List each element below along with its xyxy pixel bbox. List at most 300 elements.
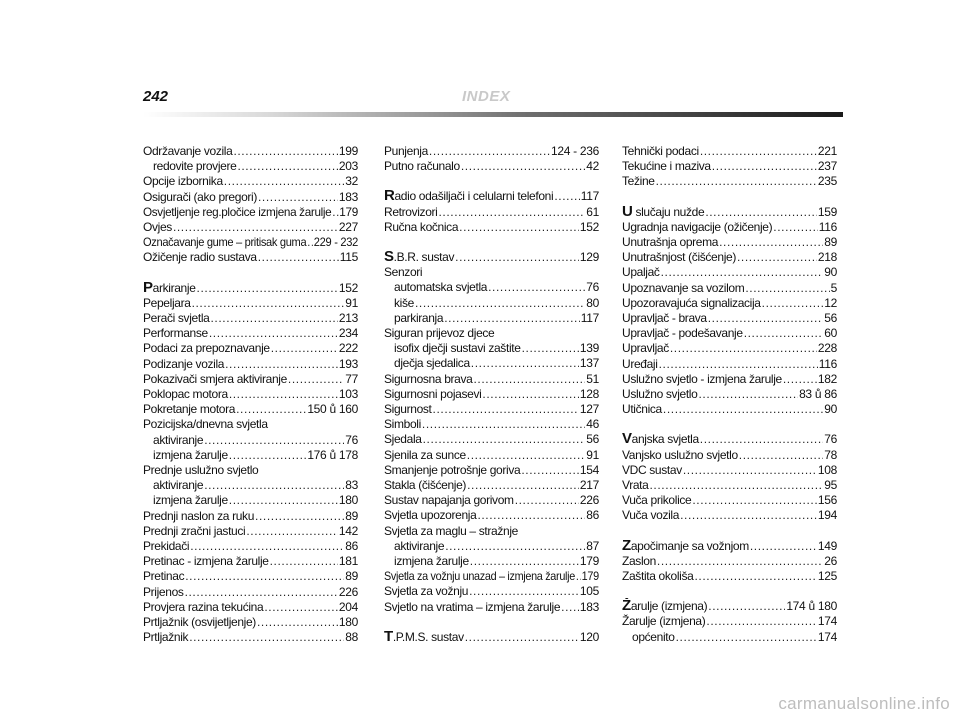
dot-leader xyxy=(708,599,785,614)
index-label: Svjetla za vožnju xyxy=(384,584,469,599)
index-label: Sigurnosna brava xyxy=(384,371,473,386)
index-entry xyxy=(622,538,837,554)
index-label: Osvjetljenje reg.pločice izmjena žarulje xyxy=(143,204,332,219)
index-label-rest: slučaju nužde xyxy=(632,204,705,219)
index-label: Sjenila za sunce xyxy=(384,447,466,462)
index-page-ref: 193 xyxy=(338,356,358,371)
index-entry xyxy=(143,144,358,159)
index-label xyxy=(622,204,704,220)
index-initial-letter: V xyxy=(622,431,632,448)
index-entry xyxy=(143,630,358,645)
index-subentry xyxy=(143,478,358,493)
index-entry xyxy=(143,250,358,265)
index-page-ref: 60 xyxy=(824,326,837,341)
index-entry xyxy=(622,311,837,326)
index-entry xyxy=(384,569,599,584)
dot-leader xyxy=(676,630,817,645)
dot-leader xyxy=(233,144,337,159)
index-heading xyxy=(384,524,599,539)
dot-leader xyxy=(482,387,578,402)
index-entry xyxy=(384,448,599,463)
index-page-ref: 89 xyxy=(345,569,358,584)
dot-leader xyxy=(229,387,338,402)
index-label: Prijenos xyxy=(143,584,184,599)
index-page-ref: 180 xyxy=(338,493,358,508)
index-initial-letter: Z xyxy=(622,537,631,554)
index-entry xyxy=(143,585,358,600)
index-label: Sigurnosni pojasevi xyxy=(384,386,482,401)
index-page-ref: 51 xyxy=(586,371,599,386)
index-gap xyxy=(622,524,837,538)
index-label xyxy=(384,188,553,204)
dot-leader xyxy=(473,372,585,387)
index-entry xyxy=(622,431,837,447)
index-label: Prednji zračni jastuci xyxy=(143,523,246,538)
index-entry xyxy=(384,493,599,508)
index-entry xyxy=(143,524,358,539)
index-label-rest: apočimanje sa vožnjom xyxy=(630,538,749,553)
index-label-rest: .P.M.S. sustav xyxy=(392,629,464,644)
dot-leader xyxy=(185,569,344,584)
index-label: Pozicijska/dnevna svjetla xyxy=(143,417,268,432)
dot-leader xyxy=(467,478,579,493)
index-page-ref: 218 xyxy=(817,250,837,265)
index-page-ref: 42 xyxy=(586,159,599,174)
dot-leader xyxy=(467,448,585,463)
index-entry xyxy=(622,144,837,159)
index-page-ref: 213 xyxy=(338,311,358,326)
index-label: Performanse xyxy=(143,326,208,341)
index-page-ref: 61 xyxy=(586,204,599,219)
index-label: Retrovizori xyxy=(384,204,438,219)
index-entry xyxy=(622,250,837,265)
index-label xyxy=(622,598,707,614)
index-entry xyxy=(622,281,837,296)
dot-leader xyxy=(663,402,823,417)
index-subentry xyxy=(143,433,358,448)
index-page-ref: 137 xyxy=(579,356,599,371)
dot-leader xyxy=(477,508,585,523)
index-entry xyxy=(622,326,837,341)
index-label: Unutrašnjost (čišćenje) xyxy=(622,250,736,265)
index-label: Uređaji xyxy=(622,356,658,371)
dot-leader xyxy=(444,311,580,326)
index-page-ref: 129 xyxy=(579,250,599,265)
index-page-ref: 83 ů 86 xyxy=(799,387,837,402)
dot-leader xyxy=(705,205,817,220)
dot-leader xyxy=(773,220,818,235)
index-entry xyxy=(384,417,599,432)
index-label: dječja sjedalica xyxy=(394,356,470,371)
dot-leader xyxy=(762,296,824,311)
index-label: Žarulje (izmjena) xyxy=(622,614,706,629)
index-page-ref: 182 xyxy=(817,371,837,386)
index-entry xyxy=(622,159,837,174)
index-label: isofix dječji sustavi zaštite xyxy=(394,341,521,356)
index-label: Simboli xyxy=(384,417,421,432)
index-label xyxy=(143,280,196,296)
dot-leader xyxy=(204,478,344,493)
index-page-ref: 95 xyxy=(824,478,837,493)
index-label: Pokretanje motora xyxy=(143,402,236,417)
index-label: Težine xyxy=(622,174,655,189)
dot-leader xyxy=(657,554,823,569)
index-page-ref: 87 xyxy=(586,538,599,553)
dot-leader xyxy=(229,448,307,463)
index-entry xyxy=(143,190,358,205)
dot-leader xyxy=(423,432,586,447)
index-label: Opcije izbornika xyxy=(143,174,223,189)
index-label: Vuča prikolice xyxy=(622,493,692,508)
index-column-2 xyxy=(384,144,599,645)
index-label: Sigurnost xyxy=(384,402,432,417)
index-page-ref: 56 xyxy=(586,432,599,447)
dot-leader xyxy=(554,189,579,204)
index-entry xyxy=(384,478,599,493)
index-entry xyxy=(143,402,358,417)
index-label: Provjera razina tekućina xyxy=(143,599,264,614)
dot-leader xyxy=(173,220,338,235)
index-page-ref: 91 xyxy=(345,295,358,310)
dot-leader xyxy=(197,281,338,296)
index-entry xyxy=(143,509,358,524)
index-entry xyxy=(143,174,358,189)
index-page-ref: 32 xyxy=(345,174,358,189)
index-label: kiše xyxy=(394,295,414,310)
dot-leader xyxy=(237,159,337,174)
index-label: Zaštita okoliša xyxy=(622,569,694,584)
index-label: Prtljažnik xyxy=(143,630,189,645)
index-entry xyxy=(384,159,599,174)
index-entry xyxy=(143,341,358,356)
index-entry xyxy=(622,478,837,493)
index-entry xyxy=(384,463,599,478)
dot-leader xyxy=(694,569,816,584)
dot-leader xyxy=(739,448,823,463)
index-entry xyxy=(384,144,599,159)
dot-leader xyxy=(576,569,581,584)
index-page-ref: 77 xyxy=(345,371,358,386)
index-label xyxy=(622,431,699,447)
index-initial-letter: Ž xyxy=(622,598,631,615)
index-label: Uslužno svjetlo - izmjena žarulje xyxy=(622,371,782,386)
dot-leader xyxy=(224,174,344,189)
index-page-ref: 226 xyxy=(338,584,358,599)
index-heading xyxy=(143,417,358,432)
index-label: izmjena žarulje xyxy=(153,493,228,508)
index-entry xyxy=(622,341,837,356)
index-entry xyxy=(384,249,599,265)
index-page-ref: 234 xyxy=(338,326,358,341)
dot-leader xyxy=(429,144,550,159)
index-label: Ugradnja navigacije (ožičenje) xyxy=(622,219,773,234)
index-entry xyxy=(622,174,837,189)
index-label: Osigurači (ako pregori) xyxy=(143,189,257,204)
index-entry xyxy=(143,554,358,569)
index-label: Upravljač - brava xyxy=(622,311,707,326)
index-subentry xyxy=(143,493,358,508)
dot-leader xyxy=(661,265,824,280)
index-page-ref: 116 xyxy=(818,219,837,234)
dot-leader xyxy=(185,585,338,600)
index-column-1 xyxy=(143,144,358,646)
index-label: Upozoravajuća signalizacija xyxy=(622,295,761,310)
index-page-ref: 235 xyxy=(817,174,837,189)
index-page-ref: 222 xyxy=(338,341,358,356)
index-label: Prednji naslon za ruku xyxy=(143,508,255,523)
index-entry xyxy=(622,554,837,569)
index-entry xyxy=(143,569,358,584)
index-label: Poklopac motora xyxy=(143,387,228,402)
index-entry xyxy=(143,205,358,220)
index-page-ref: 159 xyxy=(817,204,837,219)
index-entry xyxy=(622,372,837,387)
index-label: Podizanje vozila xyxy=(143,356,225,371)
index-subentry xyxy=(384,280,599,295)
index-subentry xyxy=(143,159,358,174)
dot-leader xyxy=(257,615,338,630)
index-label: automatska svjetla xyxy=(394,280,488,295)
index-label: redovite provjere xyxy=(153,159,237,174)
index-page-ref: 237 xyxy=(817,159,837,174)
index-label: Tehnički podaci xyxy=(622,144,699,158)
index-initial-letter: T xyxy=(384,628,393,645)
index-subentry xyxy=(384,341,599,356)
dot-leader xyxy=(515,493,579,508)
index-label: aktiviranje xyxy=(153,478,204,493)
index-page-ref: 86 xyxy=(586,508,599,523)
index-heading xyxy=(384,265,599,280)
index-entry xyxy=(622,508,837,523)
dot-leader xyxy=(455,250,579,265)
index-entry xyxy=(622,204,837,220)
index-page-ref: 152 xyxy=(338,280,358,295)
index-page-ref: 117 xyxy=(580,310,599,325)
dot-leader xyxy=(433,402,579,417)
dot-leader xyxy=(307,235,313,250)
dot-leader xyxy=(692,493,817,508)
index-label: Označavanje gume – pritisak guma xyxy=(143,235,307,250)
index-label: Prednje uslužno svjetlo xyxy=(143,463,259,478)
dot-leader xyxy=(192,296,345,311)
index-label: Putno računalo xyxy=(384,159,460,174)
index-entry xyxy=(622,387,837,402)
dot-leader xyxy=(522,341,579,356)
index-entry xyxy=(384,372,599,387)
index-gap xyxy=(384,615,599,629)
index-entry xyxy=(384,432,599,447)
index-page-ref: 76 xyxy=(345,432,358,447)
index-initial-letter: S xyxy=(384,249,394,266)
index-page-ref: 76 xyxy=(586,280,599,295)
index-label xyxy=(384,629,464,645)
dot-leader xyxy=(246,524,338,539)
index-page-ref: 46 xyxy=(586,417,599,432)
index-entry xyxy=(143,296,358,311)
index-page-ref: 142 xyxy=(338,523,358,538)
index-page-ref: 149 xyxy=(817,538,837,553)
dot-leader xyxy=(210,311,337,326)
index-label: Sustav napajanja gorivom xyxy=(384,493,514,508)
dot-leader xyxy=(561,600,579,615)
index-entry xyxy=(622,235,837,250)
index-entry xyxy=(622,220,837,235)
index-label: Siguran prijevoz djece xyxy=(384,326,495,341)
index-page-ref: 181 xyxy=(338,554,358,569)
index-page-ref: 226 xyxy=(579,493,599,508)
index-label-rest: adio odašiljači i celularni telefoni xyxy=(394,189,554,204)
index-heading xyxy=(143,463,358,478)
index-label: Ručna kočnica xyxy=(384,219,459,234)
dot-leader xyxy=(236,402,306,417)
index-subentry xyxy=(384,356,599,371)
index-page-ref: 150 ů 160 xyxy=(307,402,358,417)
index-page-ref: 76 xyxy=(824,432,837,447)
dot-leader xyxy=(700,432,823,447)
index-entry xyxy=(143,600,358,615)
index-gap xyxy=(384,235,599,249)
index-page-ref: 174 ů 180 xyxy=(786,599,837,614)
index-gap xyxy=(384,174,599,188)
index-label: aktiviranje xyxy=(394,538,445,553)
dot-leader xyxy=(332,205,338,220)
index-entry xyxy=(143,280,358,296)
index-entry xyxy=(622,569,837,584)
index-page-ref: 89 xyxy=(345,508,358,523)
dot-leader xyxy=(698,387,798,402)
dot-leader xyxy=(521,463,579,478)
index-subentry xyxy=(384,539,599,554)
index-page-ref: 80 xyxy=(586,295,599,310)
section-title: INDEX xyxy=(462,88,511,105)
dot-leader xyxy=(700,144,817,159)
dot-leader xyxy=(225,357,338,372)
index-label: Pokazivači smjera aktiviranje xyxy=(143,371,287,386)
index-label-rest: arulje (izmjena) xyxy=(630,599,708,614)
index-label: Smanjenje potrošnje goriva xyxy=(384,462,521,477)
dot-leader xyxy=(270,554,338,569)
index-entry xyxy=(143,311,358,326)
dot-leader xyxy=(744,326,824,341)
index-label: Ovjes xyxy=(143,220,172,235)
index-entry xyxy=(622,357,837,372)
dot-leader xyxy=(288,372,344,387)
index-page-ref: 78 xyxy=(824,447,837,462)
index-entry xyxy=(143,615,358,630)
index-label: Svjetlo na vratima – izmjena žarulje xyxy=(384,599,561,614)
index-entry xyxy=(384,600,599,615)
index-label: aktiviranje xyxy=(153,432,204,447)
index-entry xyxy=(143,235,358,250)
dot-leader xyxy=(271,341,338,356)
index-label: Svjetla za vožnju unazad – izmjena žarulje xyxy=(384,569,575,584)
index-subentry xyxy=(622,630,837,645)
dot-leader xyxy=(229,493,338,508)
index-page-ref: 221 xyxy=(817,144,837,158)
index-label: Svjetla za maglu – stražnje xyxy=(384,523,518,538)
index-initial-letter: R xyxy=(384,188,395,205)
index-page-ref: 91 xyxy=(586,447,599,462)
index-page-ref: 204 xyxy=(338,599,358,614)
dot-leader xyxy=(656,174,817,189)
index-subentry xyxy=(384,311,599,326)
index-page-ref: 227 xyxy=(338,220,358,235)
dot-leader xyxy=(469,584,579,599)
index-page-ref: 103 xyxy=(338,387,358,402)
index-label xyxy=(622,538,749,554)
index-page-ref: 217 xyxy=(579,478,599,493)
index-page-ref: 116 xyxy=(818,356,837,371)
index-entry xyxy=(384,402,599,417)
index-label: Pretinac - izmjena žarulje xyxy=(143,554,269,569)
index-page-ref: 12 xyxy=(824,295,837,310)
dot-leader xyxy=(719,235,823,250)
index-page-ref: 5 xyxy=(830,280,837,295)
index-page-ref: 194 xyxy=(817,508,837,523)
index-heading xyxy=(384,326,599,341)
index-label: Upaljač xyxy=(622,265,660,280)
index-label: Upravljač xyxy=(622,341,669,356)
index-entry xyxy=(622,265,837,280)
dot-leader xyxy=(670,341,817,356)
page-number: 242 xyxy=(143,88,169,105)
index-label: Punjenja xyxy=(384,144,428,158)
dot-leader xyxy=(439,205,586,220)
dot-leader xyxy=(189,630,344,645)
index-page-ref: 179 xyxy=(581,569,599,584)
index-label: Perači svjetla xyxy=(143,311,210,326)
index-page-ref: 115 xyxy=(339,250,358,265)
index-page-ref: 179 xyxy=(579,554,599,569)
index-page-ref: 127 xyxy=(579,402,599,417)
index-label: Podaci za prepoznavanje xyxy=(143,341,270,356)
index-label: Uslužno svjetlo xyxy=(622,387,698,402)
index-label: Prekidači xyxy=(143,539,190,554)
index-page-ref: 183 xyxy=(338,189,358,204)
dot-leader xyxy=(737,250,817,265)
index-entry xyxy=(622,463,837,478)
index-label: Pretinac xyxy=(143,569,185,584)
index-page-ref: 90 xyxy=(824,402,837,417)
index-page-ref: 152 xyxy=(579,219,599,234)
index-entry xyxy=(622,614,837,629)
index-entry xyxy=(622,296,837,311)
index-initial-letter: U xyxy=(622,203,633,220)
index-label: Sjedala xyxy=(384,432,422,447)
dot-leader xyxy=(459,220,579,235)
index-label: Stakla (čišćenje) xyxy=(384,478,467,493)
dot-leader xyxy=(783,372,817,387)
index-label: Svjetla upozorenja xyxy=(384,508,477,523)
index-gap xyxy=(622,584,837,598)
dot-leader xyxy=(422,417,585,432)
index-page-ref: 105 xyxy=(579,584,599,599)
index-label: Vanjsko uslužno svjetlo xyxy=(622,447,738,462)
dot-leader xyxy=(488,280,585,295)
index-gap xyxy=(143,266,358,280)
index-label: Utičnica xyxy=(622,402,662,417)
index-label: Upoznavanje sa vozilom xyxy=(622,280,745,295)
index-label: Upravljač - podešavanje xyxy=(622,326,743,341)
dot-leader xyxy=(659,357,818,372)
dot-leader xyxy=(470,554,579,569)
index-label xyxy=(384,249,454,265)
index-page-ref: 26 xyxy=(824,553,837,568)
dot-leader xyxy=(650,478,824,493)
index-page-ref: 183 xyxy=(579,599,599,614)
dot-leader xyxy=(204,433,344,448)
index-page-ref: 120 xyxy=(579,629,599,644)
